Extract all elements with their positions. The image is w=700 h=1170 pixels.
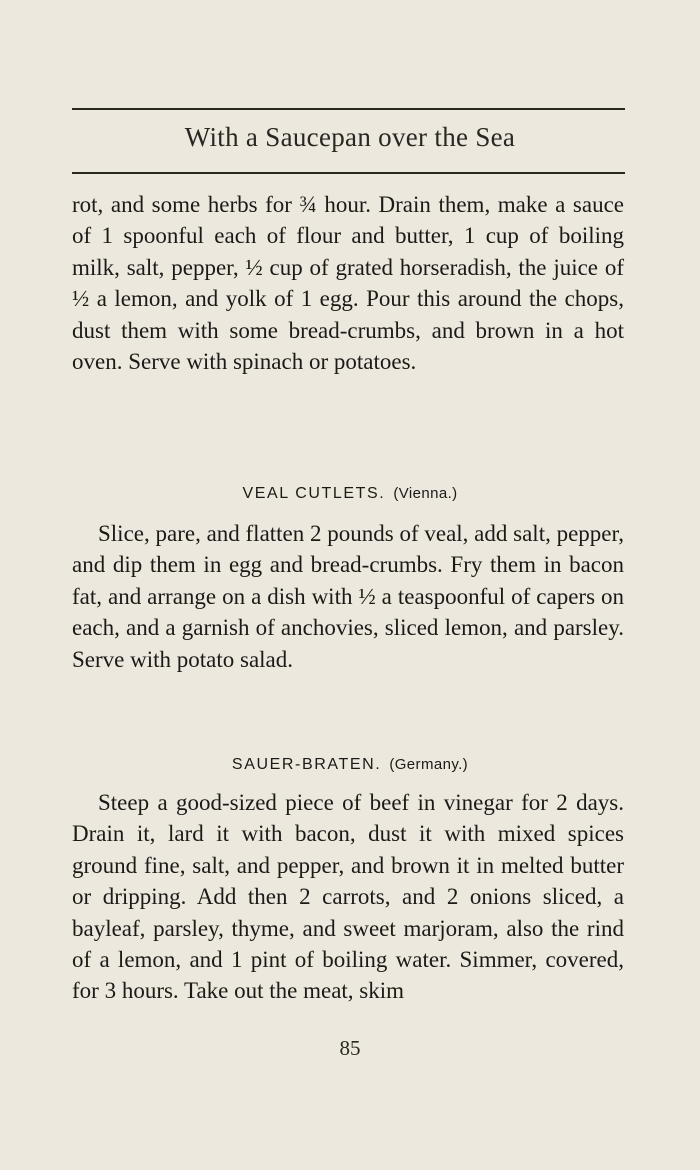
recipe-origin: (Germany.)	[389, 756, 469, 773]
paragraph-sauer-braten: Steep a good-sized piece of beef in vinegar for 2 days. Drain it, lard it with bacon, dust it with mixed spices ground fine, salt, and pepper, and brown it in melted butter or dripping. Add then 2 carrots, and 2 onions sliced, a bayleaf, parsley, thyme, and sweet marjoram, also the rind of a lemon, and 1 pint of boiling water. Simmer, covered, for 3 hours. Take out the meat, skim	[72, 790, 624, 1004]
header-bottom-rule	[72, 172, 625, 174]
recipe-name: SAUER-BRATEN.	[231, 756, 382, 773]
recipe-heading-sauer-braten	[0, 756, 700, 774]
recipe-heading-veal-cutlets	[0, 485, 700, 503]
running-header: With a Saucepan over the Sea	[184, 122, 516, 152]
paragraph-veal-cutlets: Slice, pare, and flatten 2 pounds of veal, add salt, pepper, and dip them in egg and bread-crumbs. Fry them in bacon fat, and arrange on a dish with ½ a teaspoonful of capers on each, and a garnish of anchovies, sliced lemon, and parsley. Serve with potato salad.	[72, 521, 624, 672]
page-number: 85	[339, 1036, 361, 1060]
recipe-name: VEAL CUTLETS.	[242, 485, 386, 502]
header-top-rule	[72, 108, 625, 110]
paragraph-continued: rot, and some herbs for ¾ hour. Drain them, make a sauce of 1 spoonful each of flour and butter, 1 cup of boiling milk, salt, pepper, ½ cup of grated horseradish, the juice of ½ a lemon, and yolk of 1 egg. Pour this around the chops, dust them with some bread-crumbs, and brown in a hot oven. Serve with spinach or potatoes.	[72, 192, 624, 375]
recipe-origin: (Vienna.)	[393, 485, 458, 502]
